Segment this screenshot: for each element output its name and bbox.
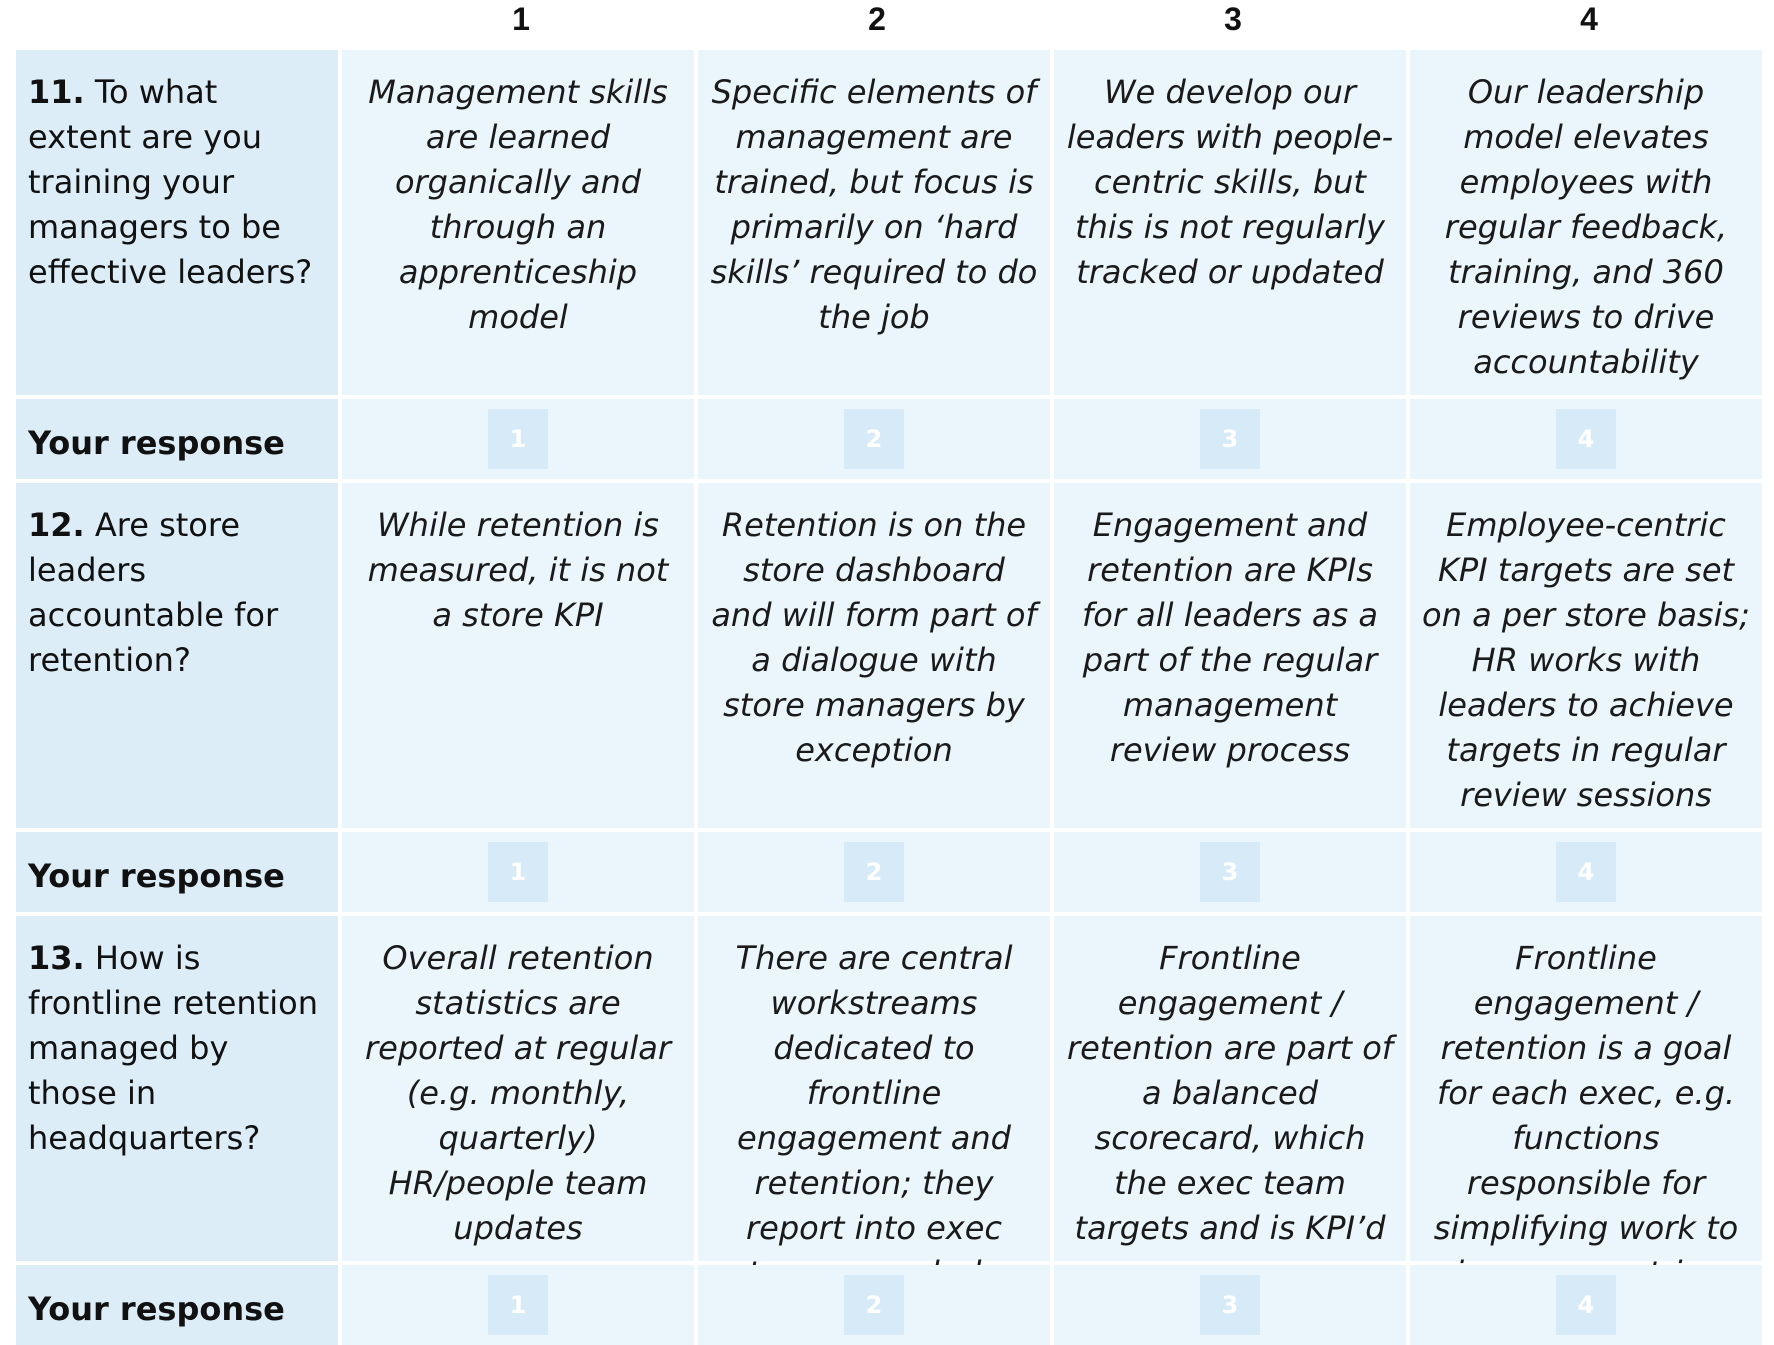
question-11-response-option-3[interactable]: 3	[1200, 409, 1260, 469]
question-12-response-cell-2	[698, 832, 1050, 912]
question-text: Are store leaders accountable for retention?	[28, 506, 279, 679]
question-11-response-cell-3	[1054, 399, 1406, 479]
question-number: 13.	[28, 939, 85, 977]
question-12-response-label: Your response	[16, 832, 338, 912]
question-text: To what extent are you training your managers to be effective leaders?	[28, 73, 313, 291]
question-13-response-cell-4	[1410, 1265, 1762, 1345]
question-12-response-cell-1	[342, 832, 694, 912]
question-12-response-cell-3	[1054, 832, 1406, 912]
question-13-response-label: Your response	[16, 1265, 338, 1345]
question-13-answer-2: There are central workstreams dedicated to frontline engagement and retention; they report into exec	[698, 916, 1050, 1261]
question-12-answer-1: While retention is measured, it is not a store KPI	[342, 483, 694, 828]
question-13-response-option-4[interactable]: 4	[1556, 1275, 1616, 1335]
question-12-response-option-3[interactable]: 3	[1200, 842, 1260, 902]
question-13-response-cell-1	[342, 1265, 694, 1345]
question-13-answer-4: Frontline engagement / retention is a goal for each exec, e.g. functions responsible for simplifying work to	[1410, 916, 1762, 1261]
question-11-answer-1: Management skills are learned organically and through an apprenticeship model	[342, 50, 694, 395]
question-11-response-cell-2	[698, 399, 1050, 479]
question-number: 12.	[28, 506, 85, 544]
question-13-answer-1: Overall retention statistics are reported at regular (e.g. monthly, quarterly) HR/people team updates	[342, 916, 694, 1261]
question-number: 11.	[28, 73, 85, 111]
question-11-answer-3: We develop our leaders with people-centric skills, but this is not regularly tracked or updated	[1054, 50, 1406, 395]
question-11-response-label: Your response	[16, 399, 338, 479]
question-11-response-cell-4	[1410, 399, 1762, 479]
question-13-response-option-2[interactable]: 2	[844, 1275, 904, 1335]
question-13	[16, 916, 338, 1261]
column-header-4: 4	[1580, 1, 1598, 37]
question-text: How is frontline retention managed by those in headquarters?	[28, 939, 318, 1157]
question-13-response-cell-3	[1054, 1265, 1406, 1345]
question-12-answer-3: Engagement and retention are KPIs for all leaders as a part of the regular management review process	[1054, 483, 1406, 828]
assessment-grid	[16, 50, 1760, 1345]
question-12-answer-2: Retention is on the store dashboard and will form part of a dialogue with store managers by exception	[698, 483, 1050, 828]
question-13-response-option-1[interactable]: 1	[488, 1275, 548, 1335]
question-11-response-option-1[interactable]: 1	[488, 409, 548, 469]
question-11-response-cell-1	[342, 399, 694, 479]
question-11-response-option-4[interactable]: 4	[1556, 409, 1616, 469]
question-12-response-option-2[interactable]: 2	[844, 842, 904, 902]
question-12-answer-4: Employee-centric KPI targets are set on a per store basis; HR works with leaders to achieve targets in regular review sessions	[1410, 483, 1762, 828]
column-header-row	[0, 0, 1774, 46]
question-12-response-option-1[interactable]: 1	[488, 842, 548, 902]
question-12-response-cell-4	[1410, 832, 1762, 912]
question-11-response-option-2[interactable]: 2	[844, 409, 904, 469]
question-13-answer-3: Frontline engagement / retention are part of a balanced scorecard, which the exec team targets and is KPI’d	[1054, 916, 1406, 1261]
question-11-answer-2: Specific elements of management are trained, but focus is primarily on ‘hard skills’ required to do the job	[698, 50, 1050, 395]
question-12	[16, 483, 338, 828]
question-11	[16, 50, 338, 395]
question-11-answer-4: Our leadership model elevates employees with regular feedback, training, and 360 reviews to drive accountability	[1410, 50, 1762, 395]
question-13-response-cell-2	[698, 1265, 1050, 1345]
question-13-response-option-3[interactable]: 3	[1200, 1275, 1260, 1335]
column-header-3: 3	[1224, 1, 1242, 37]
question-12-response-option-4[interactable]: 4	[1556, 842, 1616, 902]
column-header-1: 1	[512, 1, 530, 37]
column-header-2: 2	[868, 1, 886, 37]
